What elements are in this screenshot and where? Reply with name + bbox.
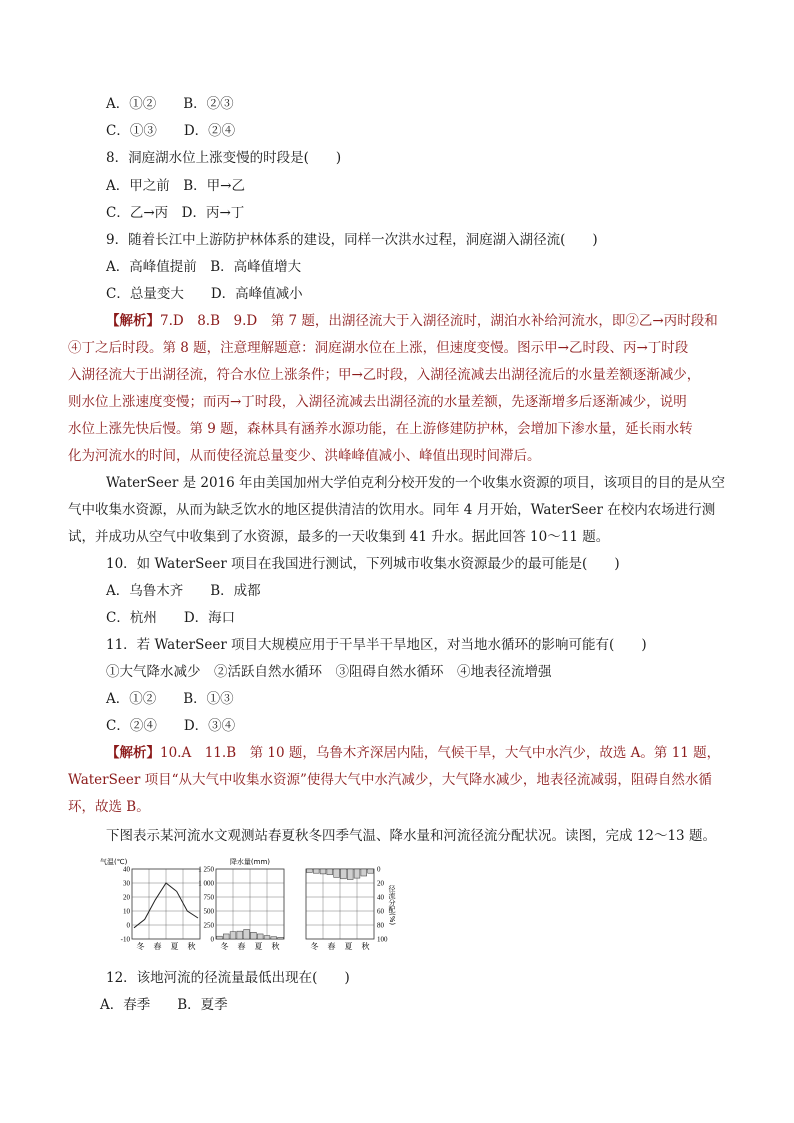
- season-label: 冬: [136, 942, 145, 951]
- passage-line2: 气中收集水资源，从而为缺乏饮水的地区提供清洁的饮用水。同年 4 月开始，WaterSeer 在校内农场进行测: [68, 502, 716, 518]
- analysis1-line1: [106, 311, 718, 331]
- tick-label: 0: [126, 921, 130, 930]
- q9-stem: 9．随着长江中上游防护林体系的建设，同样一次洪水过程，洞庭湖入湖径流( ): [106, 232, 598, 248]
- precip-bar: [223, 934, 229, 939]
- runoff-bar: [341, 869, 347, 879]
- precip-bar: [217, 936, 223, 939]
- season-label: 秋: [361, 942, 370, 951]
- runoff-bar: [313, 869, 319, 873]
- tick-label: 1 250: [198, 865, 214, 874]
- tick-label: 60: [377, 907, 384, 916]
- runoff-bar: [361, 869, 367, 876]
- analysis1-line6: 化为河流水的时间，从而使径流总量变少、洪峰峰值减小、峰值出现时间滞后。: [68, 448, 541, 464]
- analysis1-line2: ④丁之后时段。第 8 题，注意理解题意：洞庭湖水位在上涨，但速度变慢。图示甲→乙时段、丙→丁时段: [68, 340, 689, 356]
- precip-bar: [257, 934, 263, 939]
- season-label: 夏: [344, 942, 353, 951]
- q12-stem: 12．该地河流的径流量最低出现在( ): [106, 970, 350, 986]
- tick-label: 0: [210, 935, 214, 944]
- season-label: 秋: [187, 942, 196, 951]
- tick-label: 10: [123, 907, 130, 916]
- analysis1-line4: 则水位上涨速度变慢；而丙→丁时段，入湖径流减去出湖径流的水量差额，先逐渐增多后逐渐减少，说明: [68, 394, 687, 410]
- tick-label: 30: [123, 879, 130, 888]
- analysis2-line1: [106, 743, 720, 763]
- passage-line3: 试，并成功从空气中收集到了水资源，最多的一天收集到 41 升水。据此回答 10～11 题。: [68, 529, 610, 545]
- q10-stem: 10．如 WaterSeer 项目在我国进行测试，下列城市收集水资源最少的最可能是( ): [106, 556, 620, 572]
- precip-bar: [271, 937, 277, 939]
- tick-label: 500: [203, 907, 214, 916]
- precip-bar: [251, 932, 257, 939]
- q11-options-line1: A．①② B．①③: [106, 691, 234, 707]
- q10-options-line1: A．乌鲁木齐 B．成都: [106, 583, 261, 599]
- tick-label: 80: [377, 921, 384, 930]
- tick-label: 0: [377, 865, 381, 874]
- precip-axis-title: 降水量(mm): [229, 858, 271, 866]
- q10-options-line2: C．杭州 D．海口: [106, 610, 236, 626]
- tick-label: 40: [123, 865, 130, 874]
- tick-label: 20: [377, 879, 384, 888]
- temp-axis-label: 气温(℃): [100, 858, 128, 866]
- season-label: 春: [153, 942, 162, 951]
- climate-runoff-charts: [100, 855, 400, 955]
- precip-bar: [237, 931, 243, 939]
- runoff-axis-label: 径流分配(%): [388, 885, 396, 926]
- precip-bar: [244, 929, 250, 939]
- figure-intro: 下图表示某河流水文观测站春夏秋冬四季气温、降水量和河流径流分配状况。读图，完成 12～13 题。: [106, 828, 716, 844]
- q9-options-line2: C．总量变大 D．高峰值减小: [106, 286, 303, 302]
- analysis2-line2: WaterSeer 项目“从大气中收集水资源”使得大气中水汽减少，大气降水减少，地表径流减弱，阻碍自然水循: [68, 772, 712, 788]
- tick-label: 100: [377, 935, 388, 944]
- tick-label: 1 000: [198, 879, 214, 888]
- q12-options-line1: A．春季 B．夏季: [100, 997, 228, 1013]
- tick-label: 250: [203, 921, 214, 930]
- analysis1-line3: 入湖径流大于出湖径流，符合水位上涨条件；甲→乙时段，入湖径流减去出湖径流后的水量差额逐渐减少，: [68, 367, 701, 383]
- analysis-tag: 【解析】: [106, 313, 160, 329]
- q8-options-line2: C．乙→丙 D．丙→丁: [106, 205, 245, 221]
- tick-label: -10: [120, 935, 130, 944]
- runoff-bar: [320, 869, 326, 874]
- precip-bar: [230, 932, 236, 939]
- analysis1-line5: 水位上涨先快后慢。第 9 题，森林具有涵养水源功能，在上游修建防护林，会增加下渗水量，延长雨水转: [68, 421, 693, 437]
- q11-options-line2: C．②④ D．③④: [106, 718, 236, 734]
- q11-items: ①大气降水减少 ②活跃自然水循环 ③阻碍自然水循环 ④地表径流增强: [106, 664, 552, 680]
- analysis-tag: 【解析】: [106, 745, 160, 761]
- season-label: 夏: [170, 942, 179, 951]
- season-label: 冬: [310, 942, 319, 951]
- runoff-bar: [327, 869, 333, 875]
- season-label: 春: [327, 942, 336, 951]
- analysis2-text1: 10.A 11.B 第 10 题，乌鲁木齐深居内陆，气候干旱，大气中水汽少，故选 A。第 11 题，: [160, 745, 721, 761]
- runoff-bar: [368, 869, 374, 873]
- runoff-bar: [347, 869, 353, 880]
- season-label: 秋: [271, 942, 280, 951]
- q8-options-line1: A．甲之前 B．甲→乙: [106, 178, 245, 194]
- tick-label: 40: [377, 893, 384, 902]
- tick-label: 20: [123, 893, 130, 902]
- passage-line1: WaterSeer 是 2016 年由美国加州大学伯克利分校开发的一个收集水资源的项目，该项目的目的是从空: [106, 475, 726, 491]
- analysis1-text1: 7.D 8.B 9.D 第 7 题，出湖径流大于入湖径流时，湖泊水补给河流水，即②乙→丙时段和: [160, 313, 718, 329]
- season-label: 冬: [220, 942, 229, 951]
- precip-bar: [264, 936, 270, 939]
- q7-options-line2: C．①③ D．②④: [106, 123, 236, 139]
- runoff-bar: [354, 869, 360, 878]
- runoff-bar: [334, 869, 340, 877]
- runoff-bar: [307, 869, 313, 873]
- tick-label: 750: [203, 893, 214, 902]
- q8-stem: 8．洞庭湖水位上涨变慢的时段是( ): [106, 150, 342, 166]
- season-label: 春: [237, 942, 246, 951]
- q11-stem: 11．若 WaterSeer 项目大规模应用于干旱半干旱地区，对当地水循环的影响可能有( ): [106, 637, 647, 653]
- analysis2-line3: 环，故选 B。: [68, 799, 150, 815]
- q9-options-line1: A．高峰值提前 B．高峰值增大: [106, 259, 302, 275]
- season-label: 夏: [254, 942, 263, 951]
- q7-options-line1: A．①② B．②③: [106, 96, 234, 112]
- precip-bar: [278, 937, 284, 939]
